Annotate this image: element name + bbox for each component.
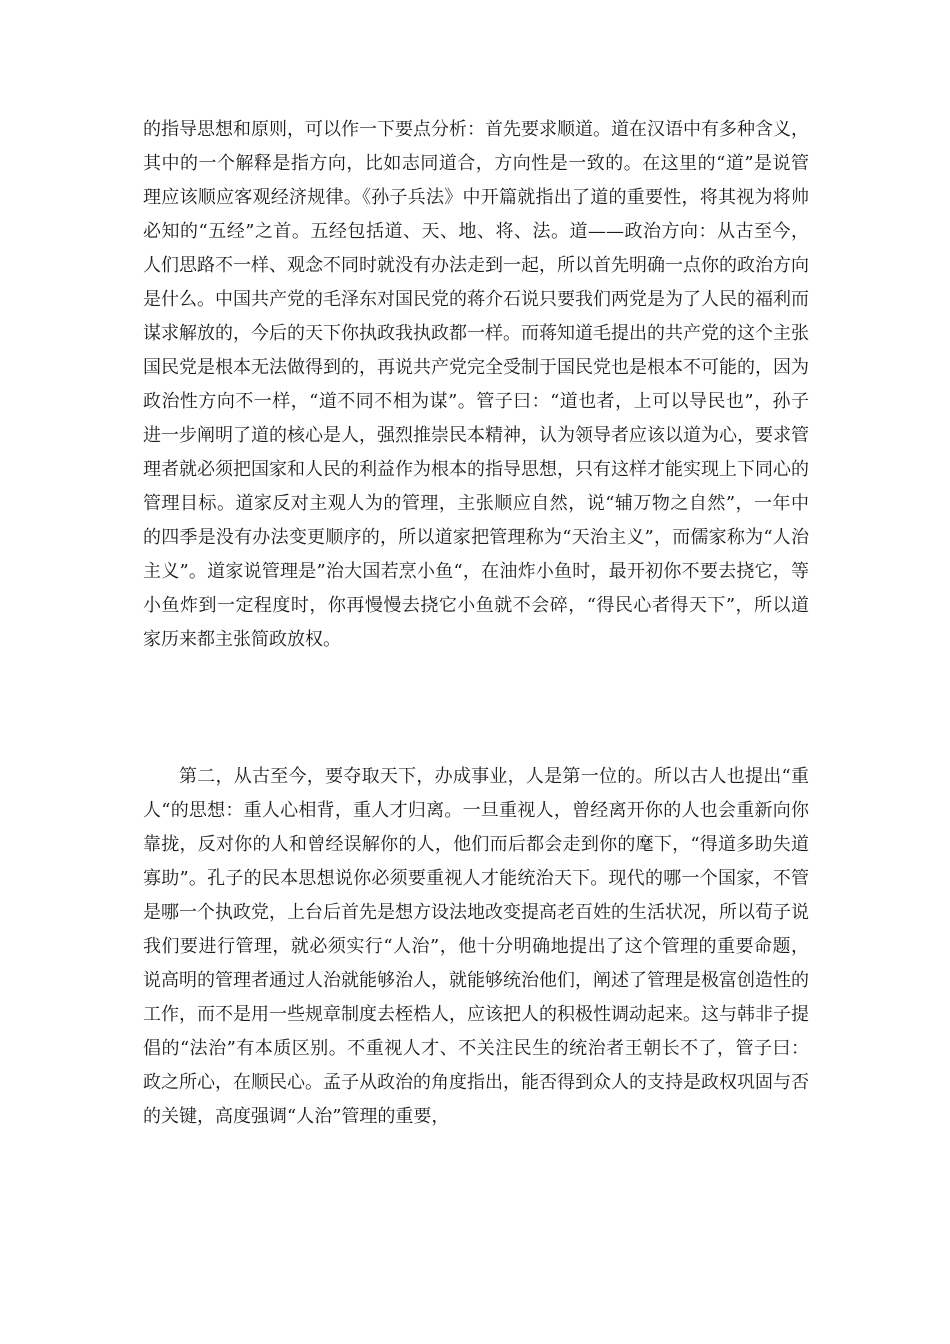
body-paragraph-2: 第二，从古至今，要夺取天下，办成事业，人是第一位的。所以古人也提出“重人“的思想：重人心相背，重人才归离。一旦重视人，曾经离开你的人也会重新向你靠拢，反对你的人和曾经误解你的人，他们而后都会走到你的麾下，“得道多助失道寡助”。孔子的民本思想说你必须要重视人才能统治天下。现代的哪一个国家，不管是哪一个执政党，上台后首先是想方设法地改变提高老百姓的生活状况，所以荀子说我们要进行管理，就必须实行“人治”，他十分明确地提出了这个管理的重要命题，说高明的管理者通过人治就能够治人，就能够统治他们，阐述了管理是极富创造性的工作，而不是用一些规章制度去桎梏人，应该把人的积极性调动起来。这与韩非子提倡的“法治”有本质区别。不重视人才、不关注民生的统治者王朝长不了，管子曰：政之所心，在顺民心。孟子从政治的角度指出，能否得到众人的支持是政权巩固与否的关键，高度强调“人治”管理的重要， bbox=[143, 766, 809, 1127]
body-paragraph-1: 的指导思想和原则，可以作一下要点分析：首先要求顺道。道在汉语中有多种含义，其中的一个解释是指方向，比如志同道合，方向性是一致的。在这里的“道”是说管理应该顺应客观经济规律。《孙子兵法》中开篇就指出了道的重要性，将其视为将帅必知的“五经”之首。五经包括道、天、地、将、法。道——政治方向：从古至今，人们思路不一样、观念不同时就没有办法走到一起，所以首先明确一点你的政治方向是什么。中国共产党的毛泽东对国民党的蒋介石说只要我们两党是为了人民的福利而谋求解放的，今后的天下你执政我执政都一样。而蒋知道毛提出的共产党的这个主张国民党是根本无法做得到的，再说共产党完全受制于国民党也是根本不可能的，因为政治性方向不一样，“道不同不相为谋”。管子曰：“道也者，上可以导民也”，孙子进一步阐明了道的核心是人，强烈推崇民本精神，认为领导者应该以道为心，要求管理者就必须把国家和人民的利益作为根本的指导思想，只有这样才能实现上下同心的管理目标。道家反对主观人为的管理，主张顺应自然，说“辅万物之自然”，一年中的四季是没有办法变更顺序的，所以道家把管理称为“天治主义”，而儒家称为“人治主义”。道家说管理是”治大国若烹小鱼“，在油炸小鱼时，最开初你不要去挠它，等小鱼炸到一定程度时，你再慢慢去挠它小鱼就不会碎，“得民心者得天下”，所以道家历来都主张简政放权。 bbox=[143, 119, 809, 650]
